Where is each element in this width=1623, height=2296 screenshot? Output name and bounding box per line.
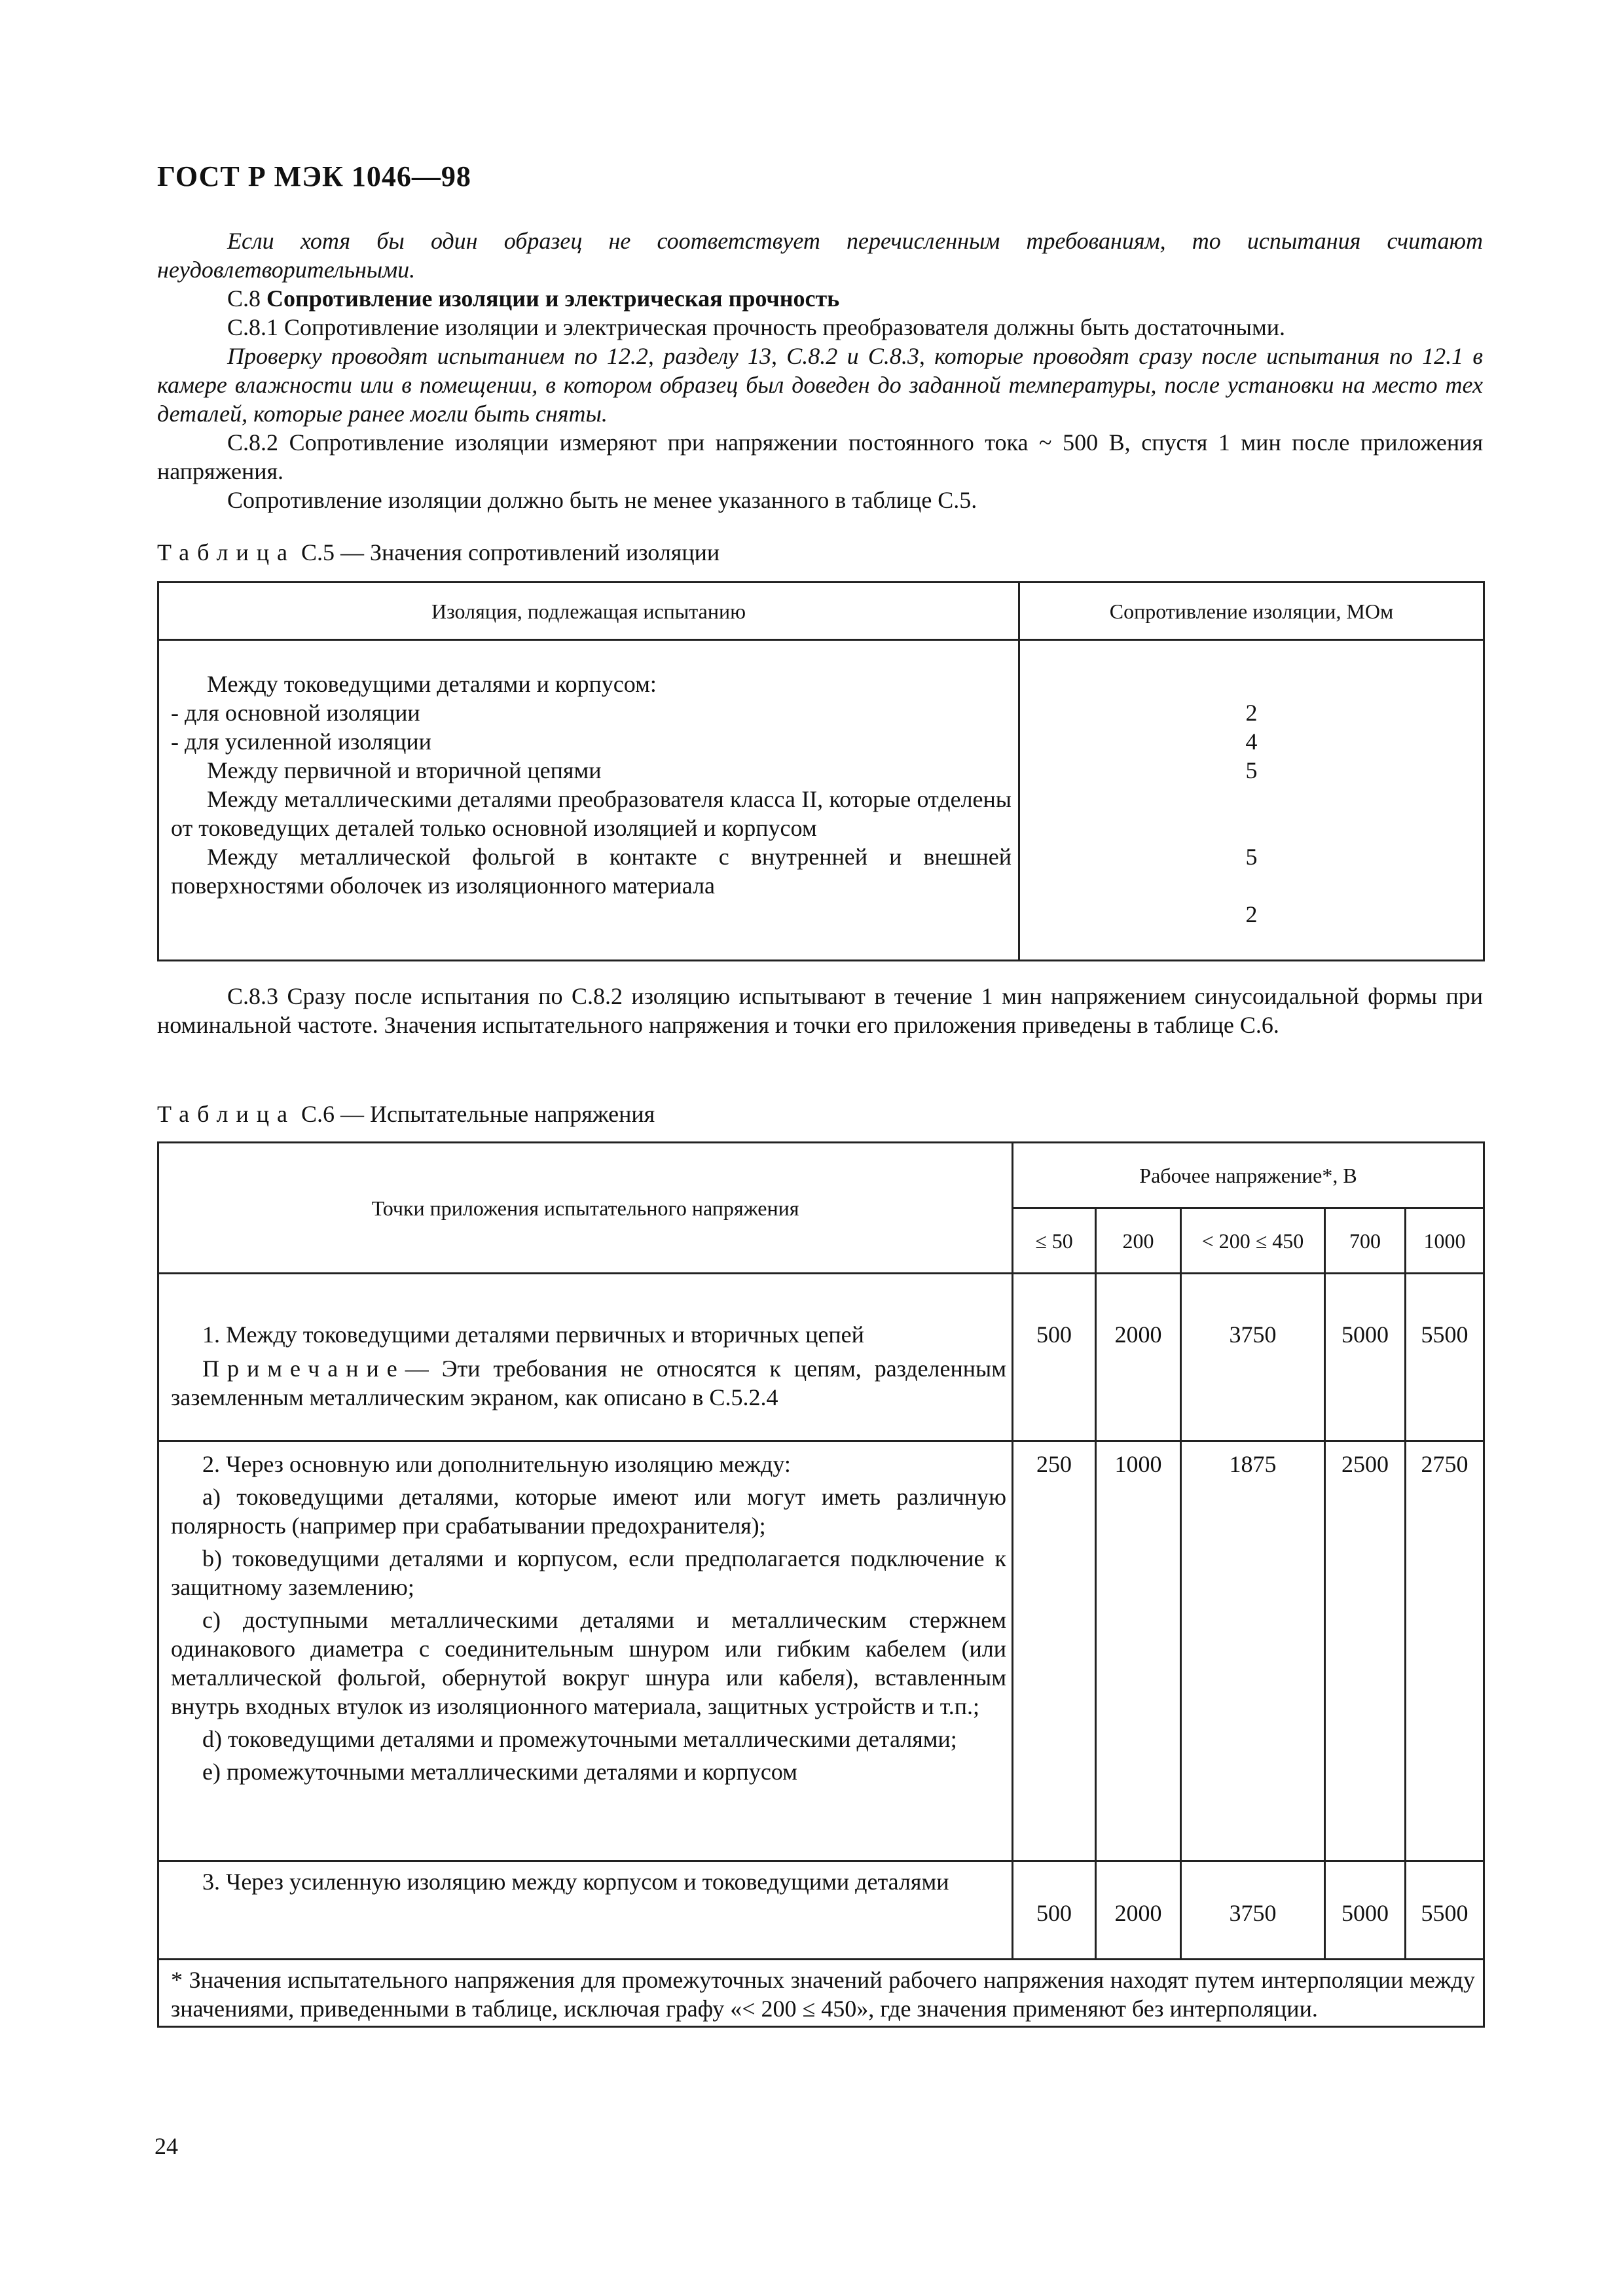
- table-c6-row3-text: 3. Через усиленную изоляцию между корпусом и токоведущими деталями: [202, 1869, 949, 1895]
- table-c6-row1-value: 3750: [1181, 1274, 1325, 1441]
- section-title: Сопротивление изоляции и электрическая прочность: [266, 285, 840, 312]
- table-c6-header-points: Точки приложения испытательного напряжения: [158, 1143, 1013, 1274]
- table-c6-voltage-header: < 200 ≤ 450: [1181, 1208, 1325, 1274]
- section-heading: [157, 284, 1483, 313]
- table-c6-row3-text-cell: [158, 1861, 1013, 1960]
- document-code-header: ГОСТ Р МЭК 1046—98: [157, 160, 471, 192]
- paragraph-c83-block: [157, 982, 1483, 1039]
- table-c5-value-reinforced: 4: [1245, 728, 1258, 755]
- table-c5-row-class2: Между металлическими деталями преобразователя класса II, которые отделены от токоведущих деталей только основной изоляцией и корпусом: [171, 786, 1012, 841]
- table-c6-row2-value: 2750: [1406, 1441, 1484, 1861]
- table-c5-row-basic: - для основной изоляции: [171, 700, 420, 726]
- table-c6-row1-value: 5500: [1406, 1274, 1484, 1441]
- table-c5-value-class2: 5: [1245, 844, 1258, 870]
- table-c6-row2-item-c: с) доступными металлическими деталями и металлическим стержнем одинакового диаметра с соединительным шнуром или гибким кабелем (или металлической фольгой, обернутой вокруг шнура или кабеля), вставленным внутрь входных втулок из изоляционного материала, защитных устройств и т.п.;: [171, 1607, 1006, 1719]
- table-c6-row1-note-label: Примечание: [202, 1355, 405, 1382]
- table-c5-caption-word: Таблица: [157, 539, 295, 565]
- table-c5-row-reinforced: - для усиленной изоляции: [171, 728, 431, 755]
- table-c6-footnote: * Значения испытательного напряжения для промежуточных значений рабочего напряжения находят путем интерполяции между значениями, приведенными в таблице, исключая графу «< 200 ≤ 450», где значения применяют без интерполяции.: [158, 1960, 1484, 2027]
- page-number: 24: [155, 2133, 178, 2159]
- table-c6-row2-value: 1875: [1181, 1441, 1325, 1861]
- paragraph-c82: С.8.2 Сопротивление изоляции измеряют при напряжении постоянного тока ~ 500 В, спустя 1 мин после приложения напряжения.: [157, 429, 1483, 484]
- intro-text: [157, 226, 1483, 514]
- table-c5-insulation-cell: [158, 640, 1019, 961]
- table-c5-row-primary-secondary: Между первичной и вторичной цепями: [207, 757, 602, 783]
- table-c6-row1-text: 1. Между токоведущими деталями первичных и вторичных цепей: [202, 1321, 864, 1348]
- table-c6-voltage-header: 1000: [1406, 1208, 1484, 1274]
- table-c6-row2-text-cell: [158, 1441, 1013, 1861]
- table-c6-row3-value: 2000: [1096, 1861, 1181, 1960]
- table-c6-row2-item-b: b) токоведущими деталями и корпусом, если предполагается подключение к защитному заземлению;: [171, 1545, 1006, 1600]
- table-c6-row1-note: [171, 1354, 1006, 1412]
- paragraph-c83: С.8.3 Сразу после испытания по С.8.2 изоляцию испытывают в течение 1 мин напряжением синусоидальной формы при номинальной частоте. Значения испытательного напряжения и точки его приложения приведены в таблице С.6.: [157, 983, 1483, 1038]
- table-c6-row1-value: 500: [1013, 1274, 1096, 1441]
- table-c6-row1-note-text: — Эти требования не относятся к цепям, разделенным заземленным металлическим экраном, как описано в С.5.2.4: [171, 1355, 1006, 1410]
- table-c6-row2-item-e: е) промежуточными металлическими деталями и корпусом: [202, 1759, 797, 1785]
- table-c5: [157, 581, 1485, 961]
- table-c6-voltage-header: ≤ 50: [1013, 1208, 1096, 1274]
- table-c6-row3-value: 5500: [1406, 1861, 1484, 1960]
- check-paragraph: Проверку проводят испытанием по 12.2, разделу 13, С.8.2 и С.8.3, которые проводят сразу после испытания по 12.1 в камере влажности или в помещении, в котором образец был доведен до заданной температуры, после установки на место тех деталей, которые ранее могли быть сняты.: [157, 343, 1483, 427]
- table-c6-voltage-header: 200: [1096, 1208, 1181, 1274]
- table-c5-value-foil: 2: [1245, 901, 1258, 927]
- table-c6-row2-value: 2500: [1325, 1441, 1406, 1861]
- table-c6-row2-item-a: а) токоведущими деталями, которые имеют или могут иметь различную полярность (например при срабатывании предохранителя);: [171, 1484, 1006, 1539]
- table-c6: [157, 1141, 1485, 2028]
- fail-note-paragraph: Если хотя бы один образец не соответствует перечисленным требованиям, то испытания считают неудовлетворительными.: [157, 228, 1483, 283]
- table-c6-row1-text-cell: [158, 1274, 1013, 1441]
- table-c5-header-resistance: Сопротивление изоляции, МОм: [1019, 583, 1484, 640]
- table-c5-row-live-parts: Между токоведущими деталями и корпусом:: [207, 671, 657, 697]
- table-c6-row2-value: 1000: [1096, 1441, 1181, 1861]
- table-c5-header-insulation: Изоляция, подлежащая испытанию: [158, 583, 1019, 640]
- table-c5-caption-title: С.5 — Значения сопротивлений изоляции: [301, 539, 720, 565]
- table-c5-row-foil: Между металлической фольгой в контакте с внутренней и внешней поверхностями оболочек из изоляционного материала: [171, 844, 1012, 899]
- table-c6-row3-value: 500: [1013, 1861, 1096, 1960]
- table-c6-row2-item-d: d) токоведущими деталями и промежуточными металлическими деталями;: [202, 1726, 957, 1752]
- table-c6-row3-value: 3750: [1181, 1861, 1325, 1960]
- table-c6-row1-value: 5000: [1325, 1274, 1406, 1441]
- table-c6-row2-value: 250: [1013, 1441, 1096, 1861]
- table-c6-row3-value: 5000: [1325, 1861, 1406, 1960]
- table-c5-value-primary-secondary: 5: [1245, 757, 1258, 783]
- paragraph-c81: С.8.1 Сопротивление изоляции и электрическая прочность преобразователя должны быть достаточными.: [227, 314, 1286, 340]
- table-c6-voltage-header: 700: [1325, 1208, 1406, 1274]
- table-c5-value-basic: 2: [1245, 700, 1258, 726]
- table-c6-caption: [157, 1100, 655, 1128]
- table-c6-row2-text: 2. Через основную или дополнительную изоляцию между:: [202, 1451, 791, 1477]
- table-c5-resistance-cell: [1019, 640, 1484, 961]
- table-c6-caption-title: С.6 — Испытательные напряжения: [301, 1101, 655, 1127]
- section-number: С.8: [227, 285, 261, 312]
- table-c6-row1-value: 2000: [1096, 1274, 1181, 1441]
- table-c6-header-working-voltage: Рабочее напряжение*, В: [1013, 1143, 1484, 1208]
- table-c5-caption: [157, 538, 720, 567]
- table-c6-caption-word: Таблица: [157, 1101, 295, 1127]
- min-resistance-paragraph: Сопротивление изоляции должно быть не менее указанного в таблице С.5.: [227, 487, 977, 513]
